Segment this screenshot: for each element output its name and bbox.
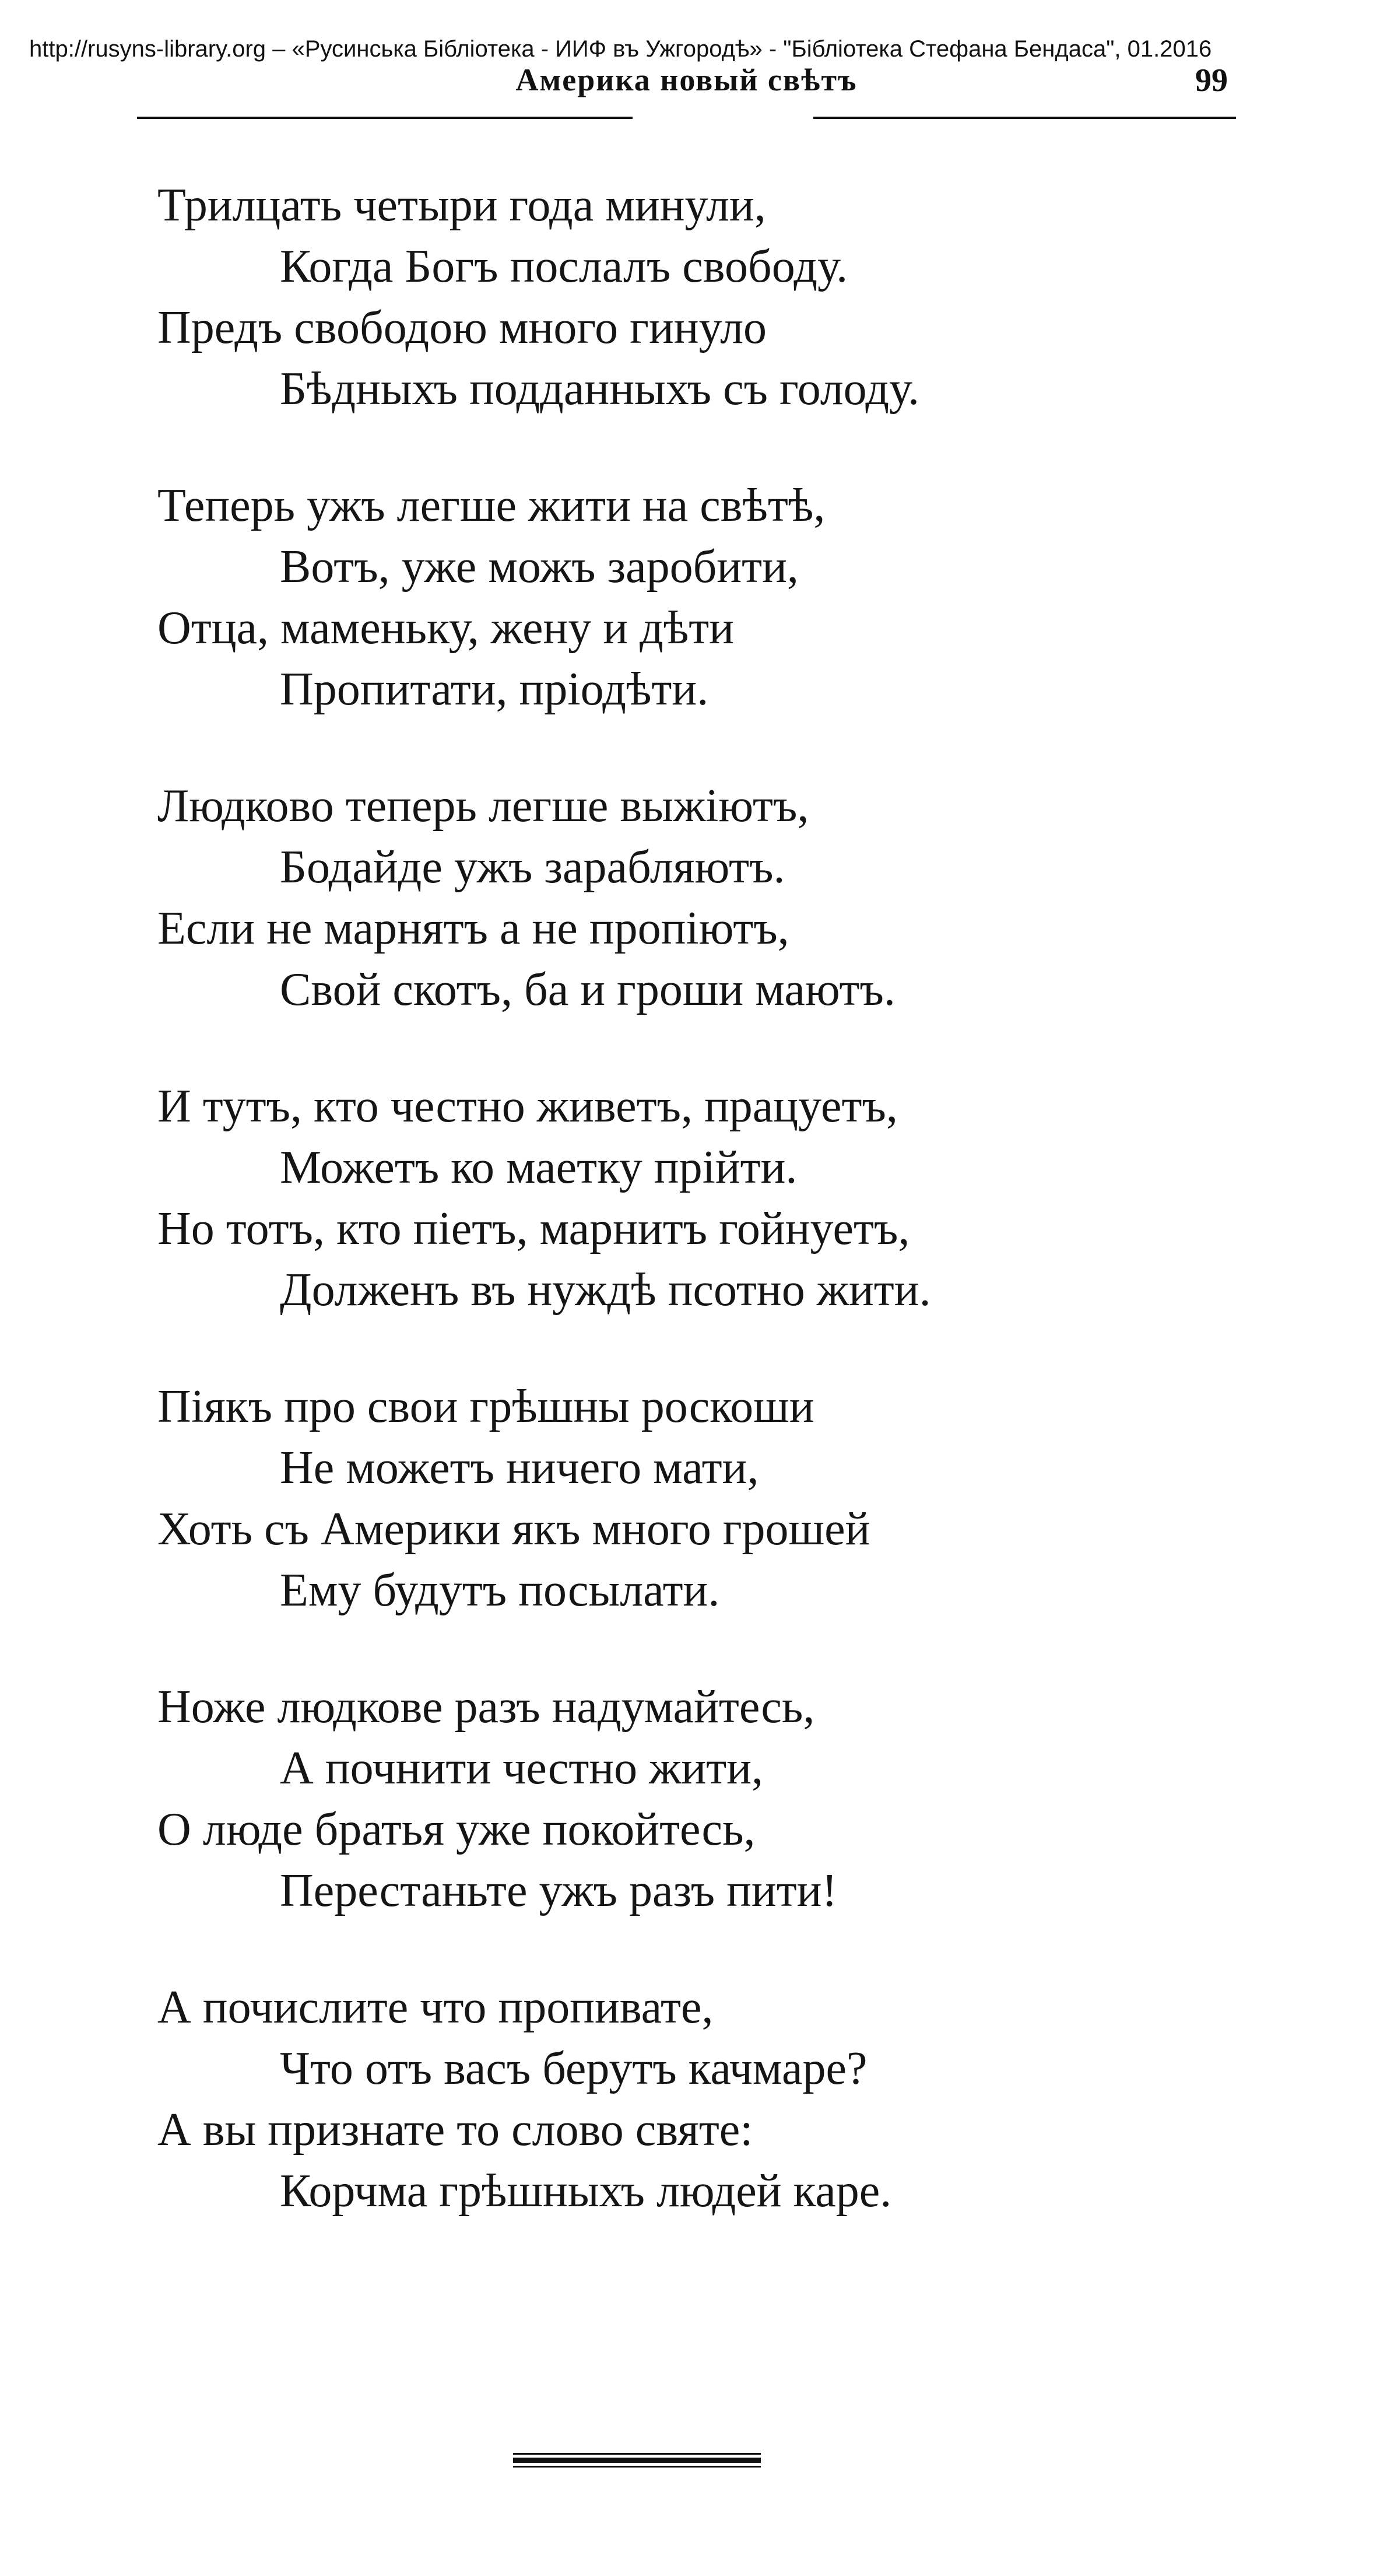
poem-line: А почислите что пропивате, (157, 1982, 714, 2033)
running-title: Америка новый свѣтъ (515, 62, 858, 97)
poem-line: Не можетъ ничего мати, (280, 1442, 759, 1494)
source-attribution: http://rusyns-library.org – «Русинська Бібліотека - ИИФ въ Ужгородѣ» - "Бібліотека Стефана Бендаса", 01.2016 (29, 36, 1212, 62)
poem-line: Если не марнятъ а не пропіютъ, (157, 903, 789, 954)
poem-line: Когда Богъ пoслалъ свободу. (280, 241, 848, 292)
poem-line: Корчма грѣшныхъ людей каре. (280, 2165, 892, 2217)
poem-line: Піякъ про свои грѣшны роскоши (157, 1381, 814, 1432)
poem-line: Вотъ, уже можъ заробити, (280, 541, 799, 593)
poem-line: Бодайде ужъ зарабляютъ. (280, 842, 785, 893)
poem-line: А почнити честно жити, (280, 1743, 764, 1794)
stanza (157, 475, 1265, 720)
poem-line: Хоть съ Америки якъ много грошей (157, 1503, 870, 1555)
header-rule-right (813, 117, 1236, 119)
stanza (157, 1977, 1265, 2222)
stanza (157, 1677, 1265, 1922)
closing-ornament-rule (513, 2449, 761, 2473)
poem-line: Пропитати, пріодѣти. (280, 664, 709, 715)
stanza (157, 776, 1265, 1021)
stanza (157, 1076, 1265, 1321)
poem-line: Перестаньте ужъ разъ пити! (280, 1865, 838, 1916)
poem-line: Ноже людкове разъ надумайтесь, (157, 1681, 815, 1733)
poem-line: Теперь ужъ легше жити на свѣтѣ, (157, 480, 826, 531)
poem-line: Можетъ ко маетку прійти. (280, 1142, 798, 1193)
header-rule-left (137, 117, 633, 119)
poem-line: Отца, маменьку, жену и дѣти (157, 602, 735, 654)
page-number: 99 (1195, 62, 1228, 99)
poem-line: Людково теперь легше выжіютъ, (157, 780, 809, 832)
poem-line: А вы признате то слово святе: (157, 2104, 753, 2156)
poem-line: Что отъ васъ берутъ качмаре? (280, 2043, 868, 2094)
poem-line: Ему будутъ посылати. (280, 1565, 720, 1616)
poem-line: О люде братья уже покойтесь, (157, 1804, 756, 1855)
poem-line: Предъ свободою много гинуло (157, 302, 767, 353)
poem-line: Долженъ въ нуждѣ псотно жити. (280, 1264, 931, 1316)
stanza (157, 1376, 1265, 1621)
poem-line: И тутъ, кто честно живетъ, працуетъ, (157, 1081, 898, 1132)
poem-line: Свой скотъ, ба и гроши маютъ. (280, 964, 896, 1015)
running-head (0, 62, 1373, 103)
poem (157, 175, 1265, 2277)
poem-line: Бѣдныхъ подданныхъ съ голоду. (280, 363, 920, 415)
stanza (157, 175, 1265, 420)
poem-line: Но тотъ, кто піетъ, марнитъ гойнуетъ, (157, 1203, 910, 1254)
poem-line: Трилцать четыри года минули, (157, 180, 766, 231)
